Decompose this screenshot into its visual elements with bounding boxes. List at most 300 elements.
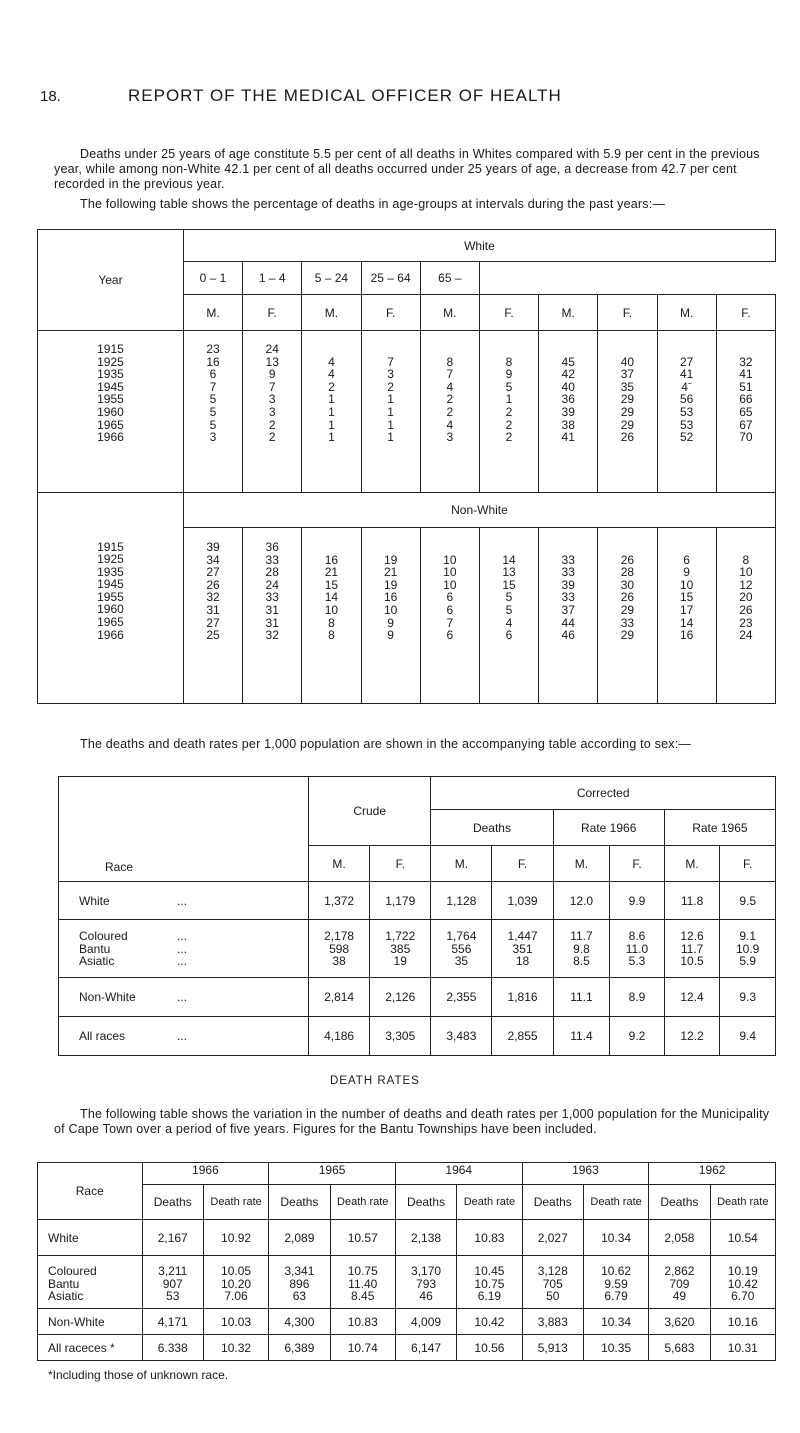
age-group-header: 25 – 64: [361, 262, 420, 295]
data-cell: 9: [683, 565, 690, 580]
data-cell: 3: [209, 430, 217, 445]
data-cell: 13: [502, 565, 516, 580]
sex-header: F.: [720, 846, 776, 882]
data-cell: 2: [446, 404, 454, 419]
data-cell: 16: [383, 590, 398, 605]
data-cell: 10: [679, 577, 694, 592]
data-column: [553, 920, 610, 978]
data-cell: 26: [739, 602, 753, 617]
data-cell: 4,186: [309, 1017, 370, 1056]
data-cell: 28: [620, 565, 635, 580]
data-column: [183, 528, 242, 704]
data-cell: 7.06: [224, 1289, 248, 1304]
data-cell: 24: [739, 628, 753, 643]
data-cell: 12.2: [664, 1017, 720, 1056]
data-cell: 10.03: [203, 1309, 268, 1335]
data-cell: 1: [328, 417, 335, 432]
paragraph-table-intro: The following table shows the percentage of deaths in age-groups at intervals during the past years:—: [80, 197, 666, 211]
data-column: [243, 528, 302, 704]
data-cell: 10.83: [457, 1220, 522, 1256]
data-cell: 2: [328, 379, 335, 394]
data-cell: 33: [265, 552, 279, 567]
data-cell: 44: [561, 615, 575, 630]
data-cell: 1,039: [492, 882, 553, 920]
data-cell: 1: [505, 392, 513, 407]
data-cell: 5,683: [649, 1335, 710, 1361]
year-cell: 1966: [97, 627, 124, 642]
data-cell: 35: [454, 954, 469, 969]
data-cell: 2,855: [492, 1017, 553, 1056]
data-cell: 5: [505, 590, 513, 605]
data-cell: 10.19: [727, 1264, 758, 1278]
sex-header: F.: [610, 846, 665, 882]
data-column: [710, 1256, 775, 1309]
data-cell: 66: [739, 392, 753, 407]
data-cell: 4: [446, 417, 454, 432]
death-rate-header: Death rate: [583, 1185, 648, 1220]
data-cell: 4,009: [395, 1309, 456, 1335]
data-cell: 3,211: [158, 1264, 188, 1278]
data-cell: 33: [561, 565, 575, 580]
data-cell: 16: [206, 354, 220, 369]
data-cell: [302, 541, 360, 554]
data-cell: 3: [446, 430, 454, 445]
data-column: [522, 1256, 583, 1309]
data-cell: 1,816: [492, 978, 553, 1017]
data-cell: 19: [393, 954, 407, 969]
death-rates-table: [37, 1162, 776, 1361]
data-cell: 27: [206, 615, 220, 630]
data-cell: 40: [620, 354, 635, 369]
data-cell: 38: [332, 954, 346, 969]
data-cell: 7: [268, 379, 276, 394]
page-number: 18.: [40, 88, 61, 105]
footnote: *Including those of unknown race.: [48, 1368, 229, 1382]
data-cell: 1: [387, 404, 394, 419]
year-cell: 1966: [97, 430, 124, 445]
sex-header: M.: [302, 295, 361, 331]
data-cell: 30: [620, 577, 635, 592]
data-column: [657, 528, 716, 704]
data-cell: 32: [206, 590, 220, 605]
age-group-header: 0 – 1: [183, 262, 242, 295]
data-cell: 11.8: [664, 882, 720, 920]
data-cell: 10: [443, 565, 457, 580]
nonwhite-header: Non-White: [183, 493, 775, 528]
crude-corrected-table: [58, 776, 776, 1056]
data-cell: 6.70: [731, 1289, 755, 1304]
white-year-column: [38, 331, 184, 493]
data-cell: 1: [328, 404, 335, 419]
data-cell: 7: [387, 354, 394, 369]
data-cell: 13: [265, 354, 279, 369]
sex-header: M.: [183, 295, 242, 331]
data-cell: 9: [387, 628, 394, 643]
data-cell: 4: [446, 379, 454, 394]
data-cell: 3,883: [522, 1309, 583, 1335]
data-cell: 5: [209, 392, 217, 407]
data-cell: 67: [739, 417, 753, 432]
data-cell: 21: [324, 565, 339, 580]
data-cell: 39: [206, 540, 220, 554]
data-cell: 2,027: [522, 1220, 583, 1256]
data-cell: 10.34: [583, 1220, 648, 1256]
data-cell: [658, 541, 716, 554]
data-cell: 10.74: [330, 1335, 395, 1361]
data-column: [142, 1256, 203, 1309]
data-cell: 10: [383, 602, 398, 617]
data-cell: [362, 343, 420, 356]
year-cell: 1945: [97, 577, 124, 592]
data-cell: 2: [505, 430, 513, 445]
dot-leader: ...: [177, 941, 188, 956]
data-cell: 19: [383, 577, 398, 592]
data-cell: 1,372: [309, 882, 370, 920]
data-cell: 4,300: [269, 1309, 330, 1335]
data-cell: [717, 541, 775, 554]
data-cell: 6: [446, 602, 454, 617]
sex-header: M.: [657, 295, 716, 331]
data-cell: 10.62: [601, 1264, 632, 1278]
data-cell: 31: [265, 602, 279, 617]
data-cell: 9.1: [739, 929, 757, 943]
data-cell: 15: [324, 577, 339, 592]
data-cell: 37: [561, 602, 575, 617]
data-cell: 10.5: [680, 954, 704, 969]
data-cell: 5: [209, 404, 217, 419]
race-label: Asiatic: [79, 954, 115, 969]
dot-leader: ...: [177, 893, 188, 908]
data-cell: 6: [446, 590, 454, 605]
data-cell: [598, 343, 656, 356]
data-cell: 12.4: [664, 978, 720, 1017]
data-cell: 9: [505, 367, 513, 382]
data-cell: 6.79: [604, 1289, 628, 1304]
data-column: [330, 1256, 395, 1309]
dot-leader: ...: [177, 929, 188, 943]
data-cell: 9.5: [720, 882, 776, 920]
row-label: [59, 920, 309, 978]
data-cell: 2,167: [142, 1220, 203, 1256]
data-cell: 32: [265, 628, 279, 643]
data-cell: 31: [206, 602, 220, 617]
data-cell: 29: [620, 392, 635, 407]
data-column: [309, 920, 370, 978]
data-cell: 16: [679, 628, 694, 643]
sex-header: F.: [479, 295, 538, 331]
data-cell: 1: [387, 392, 394, 407]
year-cell: 1935: [97, 367, 124, 382]
dot-leader: ...: [177, 1029, 188, 1043]
data-cell: [658, 343, 716, 356]
data-cell: 10.31: [710, 1335, 775, 1361]
data-cell: 5: [505, 602, 513, 617]
data-cell: 23: [206, 342, 220, 356]
death-rate-header: Death rate: [330, 1185, 395, 1220]
data-cell: 26: [620, 552, 635, 567]
data-column: [183, 331, 242, 493]
data-cell: 17: [679, 602, 694, 617]
data-cell: 3: [387, 367, 394, 382]
race-label: White: [79, 893, 110, 908]
year-cell: 1955: [97, 392, 124, 407]
data-column: [492, 920, 553, 978]
rate-1966-header: Rate 1966: [553, 810, 664, 846]
data-cell: 6.19: [477, 1289, 502, 1304]
data-cell: 12: [739, 577, 753, 592]
data-cell: 10.56: [457, 1335, 522, 1361]
data-cell: 11.7: [570, 929, 593, 943]
data-cell: 2,355: [431, 978, 492, 1017]
data-cell: 6: [505, 628, 513, 643]
year-cell: 1925: [97, 552, 124, 567]
data-cell: 11.4: [553, 1017, 610, 1056]
race-label: Bantu: [48, 1276, 80, 1291]
sex-header: M.: [309, 846, 370, 882]
data-cell: 45: [561, 354, 575, 369]
data-cell: 10.54: [710, 1220, 775, 1256]
sex-header: M.: [420, 295, 479, 331]
race-label-column: [38, 1256, 143, 1309]
data-cell: 5,913: [522, 1335, 583, 1361]
year-cell: 1965: [97, 417, 124, 432]
data-cell: 50: [546, 1289, 560, 1304]
sex-header: F.: [361, 295, 420, 331]
data-cell: 11.7: [680, 941, 704, 956]
data-cell: 3,128: [537, 1264, 568, 1278]
data-cell: 19: [383, 552, 398, 567]
data-cell: 39: [561, 577, 575, 592]
year-cell: 1935: [97, 564, 124, 579]
data-column: [583, 1256, 648, 1309]
data-cell: 39: [561, 404, 575, 419]
data-cell: 907: [162, 1276, 183, 1291]
data-column: [457, 1256, 522, 1309]
data-cell: [539, 343, 597, 356]
data-cell: 9.4: [720, 1017, 776, 1056]
data-cell: 2,058: [649, 1220, 710, 1256]
page-header: REPORT OF THE MEDICAL OFFICER OF HEALTH: [128, 86, 562, 105]
data-cell: [480, 541, 538, 554]
data-cell: 36: [265, 540, 279, 554]
deaths-header: Deaths: [269, 1185, 330, 1220]
year-header: Year: [38, 230, 184, 331]
data-column: [539, 331, 598, 493]
data-cell: 27: [206, 565, 220, 580]
data-column: [302, 528, 361, 704]
data-column: [479, 331, 538, 493]
data-cell: 4,171: [142, 1309, 203, 1335]
data-cell: 8: [742, 552, 750, 567]
data-cell: 8: [328, 615, 335, 630]
data-cell: 3,483: [431, 1017, 492, 1056]
data-cell: 53: [679, 404, 694, 419]
deaths-header: Deaths: [522, 1185, 583, 1220]
data-cell: 10: [443, 552, 457, 567]
data-cell: 2,138: [395, 1220, 456, 1256]
data-cell: 9.9: [610, 882, 665, 920]
data-cell: 26: [620, 430, 635, 445]
data-column: [420, 331, 479, 493]
data-column: [598, 331, 657, 493]
data-column: [361, 331, 420, 493]
data-column: [716, 528, 775, 704]
data-cell: 51: [739, 379, 753, 394]
data-cell: 3: [268, 392, 276, 407]
data-cell: 10.9: [735, 941, 760, 956]
data-cell: 6.338: [142, 1335, 203, 1361]
data-cell: 2,126: [370, 978, 431, 1017]
data-cell: 32: [739, 354, 753, 369]
data-cell: 10.35: [583, 1335, 648, 1361]
data-column: [716, 331, 775, 493]
dot-leader: ...: [177, 990, 188, 1004]
data-column: [243, 331, 302, 493]
data-column: [203, 1256, 268, 1309]
data-column: [664, 920, 720, 978]
data-cell: 10.16: [710, 1309, 775, 1335]
data-cell: 2: [268, 430, 276, 445]
data-cell: 26: [620, 590, 635, 605]
data-cell: 8: [328, 628, 335, 643]
data-cell: 10: [324, 602, 339, 617]
race-label: Non-White: [79, 990, 136, 1004]
data-cell: 3,305: [370, 1017, 431, 1056]
age-group-header: 5 – 24: [302, 262, 361, 295]
data-cell: 1: [387, 430, 394, 445]
paragraph-death-rates: The following table shows the variation in the number of deaths and death rates per 1,000 population for the Municipality of Cape Town over a period of five years. Figures for the Bantu Townships have been included.: [54, 1107, 770, 1136]
data-cell: 4: [328, 367, 335, 382]
data-cell: 5: [209, 417, 217, 432]
data-cell: 33: [265, 590, 279, 605]
data-cell: 5.9: [739, 954, 757, 969]
data-cell: 1: [387, 417, 394, 432]
data-cell: 46: [561, 628, 575, 643]
data-cell: 14: [679, 615, 694, 630]
data-cell: 10: [443, 577, 457, 592]
data-cell: 41: [679, 367, 694, 382]
data-column: [657, 331, 716, 493]
race-label: Coloured: [79, 929, 128, 943]
data-cell: 38: [561, 417, 575, 432]
data-cell: 10.42: [457, 1309, 522, 1335]
data-cell: 34: [206, 552, 220, 567]
data-cell: 6,389: [269, 1335, 330, 1361]
data-column: [720, 920, 776, 978]
row-label: [59, 1017, 309, 1056]
data-cell: 9.2: [610, 1017, 665, 1056]
data-cell: 12.0: [553, 882, 610, 920]
sex-header: F.: [598, 295, 657, 331]
data-cell: 65: [739, 404, 753, 419]
data-cell: 2,178: [324, 929, 355, 943]
data-cell: 8.5: [573, 954, 590, 969]
data-cell: [539, 541, 597, 554]
age-group-header: 1 – 4: [243, 262, 302, 295]
data-cell: [480, 343, 538, 356]
race-header: Race: [59, 777, 309, 882]
data-cell: 10.05: [221, 1264, 252, 1278]
sex-header: M.: [664, 846, 720, 882]
data-cell: 49: [672, 1289, 687, 1304]
data-column: [539, 528, 598, 704]
data-cell: 6: [446, 628, 454, 643]
data-cell: 7: [446, 615, 454, 630]
data-cell: 18: [515, 954, 530, 969]
data-cell: 4: [505, 615, 513, 630]
race-label-line: [79, 955, 308, 968]
year-cell: 1955: [97, 589, 124, 604]
data-cell: 793: [416, 1276, 437, 1291]
data-cell: [421, 541, 479, 554]
data-cell: 21: [383, 565, 398, 580]
sex-header: F.: [492, 846, 553, 882]
data-cell: 2: [505, 404, 513, 419]
data-column: [649, 1256, 710, 1309]
race-label: Coloured: [48, 1264, 97, 1278]
death-rate-header: Death rate: [710, 1185, 775, 1220]
year-column-spacer: [38, 493, 184, 528]
data-cell: 15: [502, 577, 516, 592]
data-cell: 12.6: [680, 929, 704, 943]
data-cell: 29: [620, 404, 635, 419]
data-column: [420, 528, 479, 704]
crude-header: Crude: [309, 777, 431, 846]
data-cell: 2,862: [664, 1264, 695, 1278]
data-column: [302, 331, 361, 493]
data-cell: 15: [679, 590, 694, 605]
corrected-header: Corrected: [431, 777, 776, 810]
data-cell: 53: [679, 417, 694, 432]
race-label: White: [38, 1220, 143, 1256]
data-cell: 10.75: [474, 1276, 505, 1291]
data-cell: 10: [739, 565, 753, 580]
data-column: [269, 1256, 330, 1309]
data-cell: 709: [669, 1276, 690, 1291]
data-cell: 33: [561, 590, 575, 605]
data-cell: 10.75: [347, 1264, 378, 1278]
data-cell: 8: [446, 354, 454, 369]
year-cell: 1960: [97, 404, 124, 419]
section-title: DEATH RATES: [330, 1075, 420, 1087]
sex-header: M.: [539, 295, 598, 331]
data-cell: 7: [446, 367, 454, 382]
sex-header: F.: [370, 846, 431, 882]
deaths-header: Deaths: [395, 1185, 456, 1220]
year-header: 1965: [269, 1163, 396, 1185]
data-cell: 25: [206, 628, 220, 643]
data-cell: 6: [209, 367, 217, 382]
data-cell: 10.57: [330, 1220, 395, 1256]
data-cell: 351: [512, 941, 533, 956]
data-cell: [302, 343, 360, 356]
paragraph-under-25: Deaths under 25 years of age constitute 5.5 per cent of all deaths in Whites compared with 5.9 per cent in the previous year, while among non-White 42.1 per cent of all deaths occurred under 25 years of age, a decrease from 42.7 per cent recorded in the previous year.: [54, 147, 760, 191]
data-cell: 1,179: [370, 882, 431, 920]
race-label: Asiatic: [48, 1289, 84, 1304]
sex-header: F.: [243, 295, 302, 331]
data-cell: [362, 541, 420, 554]
data-cell: 10.92: [203, 1220, 268, 1256]
data-column: [361, 528, 420, 704]
data-cell: 3,341: [284, 1264, 315, 1278]
data-cell: 29: [620, 417, 635, 432]
data-cell: 705: [542, 1276, 563, 1291]
data-cell: 10.83: [330, 1309, 395, 1335]
data-cell: 27: [679, 354, 694, 369]
data-cell: 63: [292, 1289, 307, 1304]
data-cell: 9: [268, 367, 276, 382]
year-cell: 1945: [97, 379, 124, 394]
